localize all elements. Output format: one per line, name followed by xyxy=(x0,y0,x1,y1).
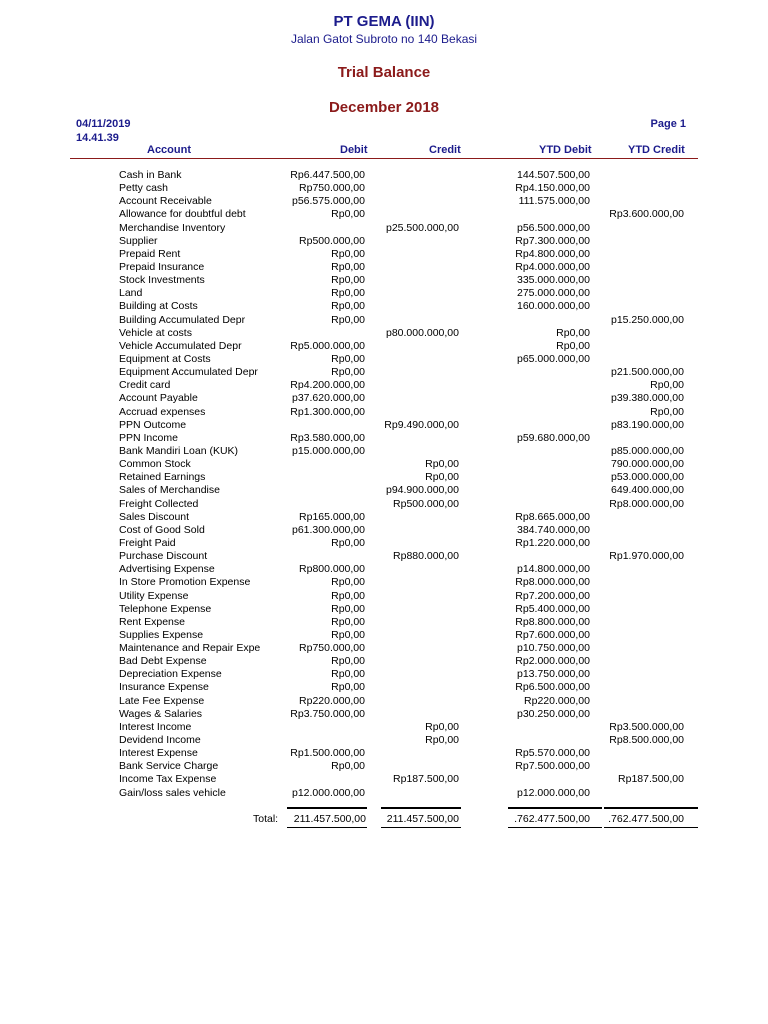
account-name: Petty cash xyxy=(119,182,169,195)
table-row xyxy=(0,287,768,300)
account-name: Bad Debt Expense xyxy=(119,655,207,668)
ytd-debit-value: Rp4.800.000,00 xyxy=(515,247,590,260)
debit-value: Rp3.750.000,00 xyxy=(290,707,365,720)
credit-value: Rp0,00 xyxy=(425,720,459,733)
debit-value: Rp0,00 xyxy=(331,274,365,287)
report-title: Trial Balance xyxy=(337,64,431,81)
account-name: Wages & Salaries xyxy=(119,707,203,720)
account-name: Equipment Accumulated Depr xyxy=(119,366,258,379)
table-row xyxy=(0,734,768,747)
total-debit: 211.457.500,00 xyxy=(293,813,366,825)
ytd-debit-value: Rp5.570.000,00 xyxy=(515,747,590,760)
ytd-credit-value: Rp3.600.000,00 xyxy=(609,208,684,221)
ytd-debit-value: Rp8.800.000,00 xyxy=(515,615,590,628)
table-row xyxy=(0,681,768,694)
ytd-credit-value: Rp3.500.000,00 xyxy=(609,720,684,733)
debit-value: Rp3.580.000,00 xyxy=(290,431,365,444)
ytd-credit-value: p83.190.000,00 xyxy=(611,418,684,431)
debit-value: Rp4.200.000,00 xyxy=(290,379,365,392)
table-row xyxy=(0,498,768,511)
ytd-debit-value: p30.250.000,00 xyxy=(517,707,590,720)
table-row xyxy=(0,235,768,248)
ytd-credit-value: 790.000.000,00 xyxy=(611,458,684,471)
account-name: Credit card xyxy=(119,379,171,392)
account-name: Bank Mandiri Loan (KUK) xyxy=(119,444,239,457)
credit-value: p94.900.000,00 xyxy=(386,484,459,497)
total-rule-ytd-credit xyxy=(604,807,698,809)
ytd-debit-value: p12.000.000,00 xyxy=(517,786,590,799)
column-header-ytd-debit: YTD Debit xyxy=(539,144,592,156)
table-row xyxy=(0,655,768,668)
debit-value: Rp0,00 xyxy=(331,668,365,681)
ytd-debit-value: 275.000.000,00 xyxy=(517,287,590,300)
ytd-credit-value: Rp8.000.000,00 xyxy=(609,497,684,510)
total-underline-credit xyxy=(381,827,461,828)
account-name: Account Payable xyxy=(119,392,198,405)
ytd-debit-value: Rp220.000,00 xyxy=(524,694,590,707)
total-rule-ytd-debit xyxy=(508,807,602,809)
total-rule-debit xyxy=(287,807,367,809)
table-row xyxy=(0,760,768,773)
account-name: Cash in Bank xyxy=(119,169,182,181)
table-row xyxy=(0,248,768,261)
ytd-credit-value: p85.000.000,00 xyxy=(611,444,684,457)
table-row xyxy=(0,261,768,274)
ytd-credit-value: p53.000.000,00 xyxy=(611,471,684,484)
table-row xyxy=(0,340,768,353)
table-row xyxy=(0,550,768,563)
ytd-debit-value: p10.750.000,00 xyxy=(517,642,590,655)
company-name: PT GEMA (IIN) xyxy=(333,13,435,30)
ytd-debit-value: 144.507.500,00 xyxy=(517,169,590,181)
debit-value: p61.300.000,00 xyxy=(292,523,365,536)
ytd-debit-value: p13.750.000,00 xyxy=(517,668,590,681)
account-name: PPN Income xyxy=(119,431,178,444)
debit-value: Rp500.000,00 xyxy=(299,234,365,247)
table-row xyxy=(0,432,768,445)
table-row xyxy=(0,695,768,708)
account-name: Supplier xyxy=(119,234,158,247)
account-name: Common Stock xyxy=(119,458,191,471)
credit-value: Rp0,00 xyxy=(425,471,459,484)
account-name: Insurance Expense xyxy=(119,681,209,694)
table-row xyxy=(0,747,768,760)
credit-value: Rp0,00 xyxy=(425,458,459,471)
table-row xyxy=(0,169,768,182)
account-name: Advertising Expense xyxy=(119,563,215,576)
table-row xyxy=(0,537,768,550)
table-row xyxy=(0,708,768,721)
table-row xyxy=(0,642,768,655)
table-row xyxy=(0,721,768,734)
ytd-debit-value: p14.800.000,00 xyxy=(517,563,590,576)
table-row xyxy=(0,787,768,800)
ytd-credit-value: Rp0,00 xyxy=(650,405,684,418)
ytd-debit-value: Rp7.200.000,00 xyxy=(515,589,590,602)
table-row xyxy=(0,629,768,642)
ytd-credit-value: p21.500.000,00 xyxy=(611,366,684,379)
debit-value: Rp0,00 xyxy=(331,300,365,313)
account-name: Vehicle Accumulated Depr xyxy=(119,339,242,352)
table-row xyxy=(0,773,768,786)
table-row xyxy=(0,222,768,235)
credit-value: Rp880.000,00 xyxy=(393,550,459,563)
ytd-debit-value: Rp6.500.000,00 xyxy=(515,681,590,694)
debit-value: Rp0,00 xyxy=(331,655,365,668)
ytd-credit-value: 649.400.000,00 xyxy=(611,484,684,497)
table-row xyxy=(0,471,768,484)
ytd-debit-value: 111.575.000,00 xyxy=(518,195,590,208)
table-row xyxy=(0,195,768,208)
ytd-credit-value: p15.250.000,00 xyxy=(611,313,684,326)
table-row xyxy=(0,366,768,379)
account-name: Income Tax Expense xyxy=(119,773,217,786)
table-row xyxy=(0,524,768,537)
account-name: Vehicle at costs xyxy=(119,326,192,339)
ytd-credit-value: Rp8.500.000,00 xyxy=(609,734,684,747)
debit-value: Rp1.500.000,00 xyxy=(290,747,365,760)
column-header-credit: Credit xyxy=(429,144,461,156)
account-name: Retained Earnings xyxy=(119,471,206,484)
report-period: December 2018 xyxy=(328,99,440,116)
ytd-credit-value: p39.380.000,00 xyxy=(611,392,684,405)
total-rule-credit xyxy=(381,807,461,809)
account-name: Interest Expense xyxy=(119,747,198,760)
table-row xyxy=(0,419,768,432)
table-row xyxy=(0,563,768,576)
ytd-debit-value: 335.000.000,00 xyxy=(517,274,590,287)
account-name: Purchase Discount xyxy=(119,550,208,563)
table-row xyxy=(0,668,768,681)
account-name: Utility Expense xyxy=(119,589,189,602)
debit-value: Rp0,00 xyxy=(331,247,365,260)
table-row xyxy=(0,353,768,366)
total-ytd-credit: .762.477.500,00 xyxy=(608,813,684,825)
debit-value: Rp220.000,00 xyxy=(299,694,365,707)
ytd-credit-value: Rp1.970.000,00 xyxy=(609,550,684,563)
column-header-account: Account xyxy=(147,144,191,156)
account-name: Freight Collected xyxy=(119,497,199,510)
debit-value: Rp0,00 xyxy=(331,602,365,615)
table-row xyxy=(0,445,768,458)
debit-value: Rp0,00 xyxy=(331,313,365,326)
table-row xyxy=(0,379,768,392)
account-name: Rent Expense xyxy=(119,615,185,628)
total-underline-debit xyxy=(287,827,367,828)
ytd-debit-value: Rp7.500.000,00 xyxy=(515,760,590,773)
credit-value: Rp9.490.000,00 xyxy=(384,418,459,431)
account-name: Telephone Expense xyxy=(119,602,212,615)
account-name: Prepaid Insurance xyxy=(119,260,205,273)
account-name: Supplies Expense xyxy=(119,628,204,641)
table-row xyxy=(0,392,768,405)
print-date: 04/11/2019 xyxy=(76,118,131,130)
debit-value: Rp750.000,00 xyxy=(299,182,365,195)
account-name: Sales of Merchandise xyxy=(119,484,220,497)
account-table xyxy=(0,169,768,800)
total-underline-ytd-credit xyxy=(604,827,698,828)
account-name: Prepaid Rent xyxy=(119,247,181,260)
table-row xyxy=(0,327,768,340)
ytd-credit-value: Rp187.500,00 xyxy=(618,773,684,786)
total-underline-ytd-debit xyxy=(508,827,602,828)
ytd-debit-value: Rp2.000.000,00 xyxy=(515,655,590,668)
table-row xyxy=(0,616,768,629)
table-row xyxy=(0,274,768,287)
account-name: Freight Paid xyxy=(119,536,176,549)
debit-value: Rp0,00 xyxy=(331,576,365,589)
account-name: Merchandise Inventory xyxy=(119,221,226,234)
total-label: Total: xyxy=(253,813,279,825)
account-name: Allowance for doubtful debt xyxy=(119,208,246,221)
credit-value: Rp0,00 xyxy=(425,734,459,747)
table-row xyxy=(0,208,768,221)
ytd-debit-value: p65.000.000,00 xyxy=(517,352,590,365)
table-row xyxy=(0,484,768,497)
account-name: Depreciation Expense xyxy=(119,668,222,681)
account-name: Interest Income xyxy=(119,720,192,733)
account-name: Stock Investments xyxy=(119,274,205,287)
credit-value: p80.000.000,00 xyxy=(386,326,459,339)
debit-value: p12.000.000,00 xyxy=(292,786,365,799)
debit-value: Rp0,00 xyxy=(331,287,365,300)
page-number: Page 1 xyxy=(650,118,686,130)
credit-value: p25.500.000,00 xyxy=(386,221,459,234)
credit-value: Rp187.500,00 xyxy=(393,773,459,786)
debit-value: Rp0,00 xyxy=(331,628,365,641)
ytd-debit-value: 384.740.000,00 xyxy=(517,523,590,536)
debit-value: p56.575.000,00 xyxy=(292,195,365,208)
account-name: Bank Service Charge xyxy=(119,760,219,773)
debit-value: Rp6.447.500,00 xyxy=(290,169,365,181)
table-row xyxy=(0,603,768,616)
debit-value: p15.000.000,00 xyxy=(292,444,365,457)
account-name: Late Fee Expense xyxy=(119,694,205,707)
account-name: Maintenance and Repair Expe xyxy=(119,642,261,655)
debit-value: Rp0,00 xyxy=(331,260,365,273)
debit-value: Rp0,00 xyxy=(331,208,365,221)
debit-value: Rp165.000,00 xyxy=(299,510,365,523)
debit-value: Rp0,00 xyxy=(331,536,365,549)
table-row xyxy=(0,458,768,471)
ytd-debit-value: 160.000.000,00 xyxy=(517,300,590,313)
account-name: In Store Promotion Expense xyxy=(119,576,251,589)
ytd-debit-value: p56.500.000,00 xyxy=(517,221,590,234)
debit-value: Rp800.000,00 xyxy=(299,563,365,576)
account-name: Gain/loss sales vehicle xyxy=(119,786,226,799)
company-address: Jalan Gatot Subroto no 140 Bekasi xyxy=(290,32,478,46)
column-header-debit: Debit xyxy=(340,144,368,156)
ytd-debit-value: Rp7.600.000,00 xyxy=(515,628,590,641)
ytd-debit-value: Rp4.150.000,00 xyxy=(515,182,590,195)
ytd-debit-value: Rp8.000.000,00 xyxy=(515,576,590,589)
ytd-debit-value: Rp0,00 xyxy=(556,339,590,352)
debit-value: p37.620.000,00 xyxy=(292,392,365,405)
ytd-debit-value: Rp5.400.000,00 xyxy=(515,602,590,615)
debit-value: Rp0,00 xyxy=(331,615,365,628)
header-divider xyxy=(70,158,698,159)
print-time: 14.41.39 xyxy=(76,132,119,144)
table-row xyxy=(0,300,768,313)
debit-value: Rp0,00 xyxy=(331,352,365,365)
debit-value: Rp5.000.000,00 xyxy=(290,339,365,352)
ytd-debit-value: Rp1.220.000,00 xyxy=(515,536,590,549)
debit-value: Rp0,00 xyxy=(331,681,365,694)
ytd-debit-value: Rp7.300.000,00 xyxy=(515,234,590,247)
account-name: Equipment at Costs xyxy=(119,352,211,365)
debit-value: Rp0,00 xyxy=(331,760,365,773)
credit-value: Rp500.000,00 xyxy=(393,497,459,510)
account-name: Building Accumulated Depr xyxy=(119,313,246,326)
ytd-debit-value: p59.680.000,00 xyxy=(517,431,590,444)
ytd-credit-value: Rp0,00 xyxy=(650,379,684,392)
debit-value: Rp0,00 xyxy=(331,589,365,602)
table-row xyxy=(0,406,768,419)
table-row xyxy=(0,182,768,195)
account-name: Account Receivable xyxy=(119,195,212,208)
account-name: Cost of Good Sold xyxy=(119,523,205,536)
account-name: Devidend Income xyxy=(119,734,201,747)
account-name: Accruad expenses xyxy=(119,405,206,418)
account-name: Building at Costs xyxy=(119,300,198,313)
table-row xyxy=(0,590,768,603)
debit-value: Rp750.000,00 xyxy=(299,642,365,655)
table-row xyxy=(0,314,768,327)
table-row xyxy=(0,576,768,589)
account-name: Land xyxy=(119,287,143,300)
account-name: PPN Outcome xyxy=(119,418,187,431)
total-ytd-debit: .762.477.500,00 xyxy=(514,813,590,825)
debit-value: Rp1.300.000,00 xyxy=(290,405,365,418)
ytd-debit-value: Rp0,00 xyxy=(556,326,590,339)
total-credit: 211.457.500,00 xyxy=(386,813,459,825)
table-row xyxy=(0,511,768,524)
ytd-debit-value: Rp4.000.000,00 xyxy=(515,260,590,273)
ytd-debit-value: Rp8.665.000,00 xyxy=(515,510,590,523)
account-name: Sales Discount xyxy=(119,510,190,523)
debit-value: Rp0,00 xyxy=(331,366,365,379)
column-header-ytd-credit: YTD Credit xyxy=(628,144,685,156)
